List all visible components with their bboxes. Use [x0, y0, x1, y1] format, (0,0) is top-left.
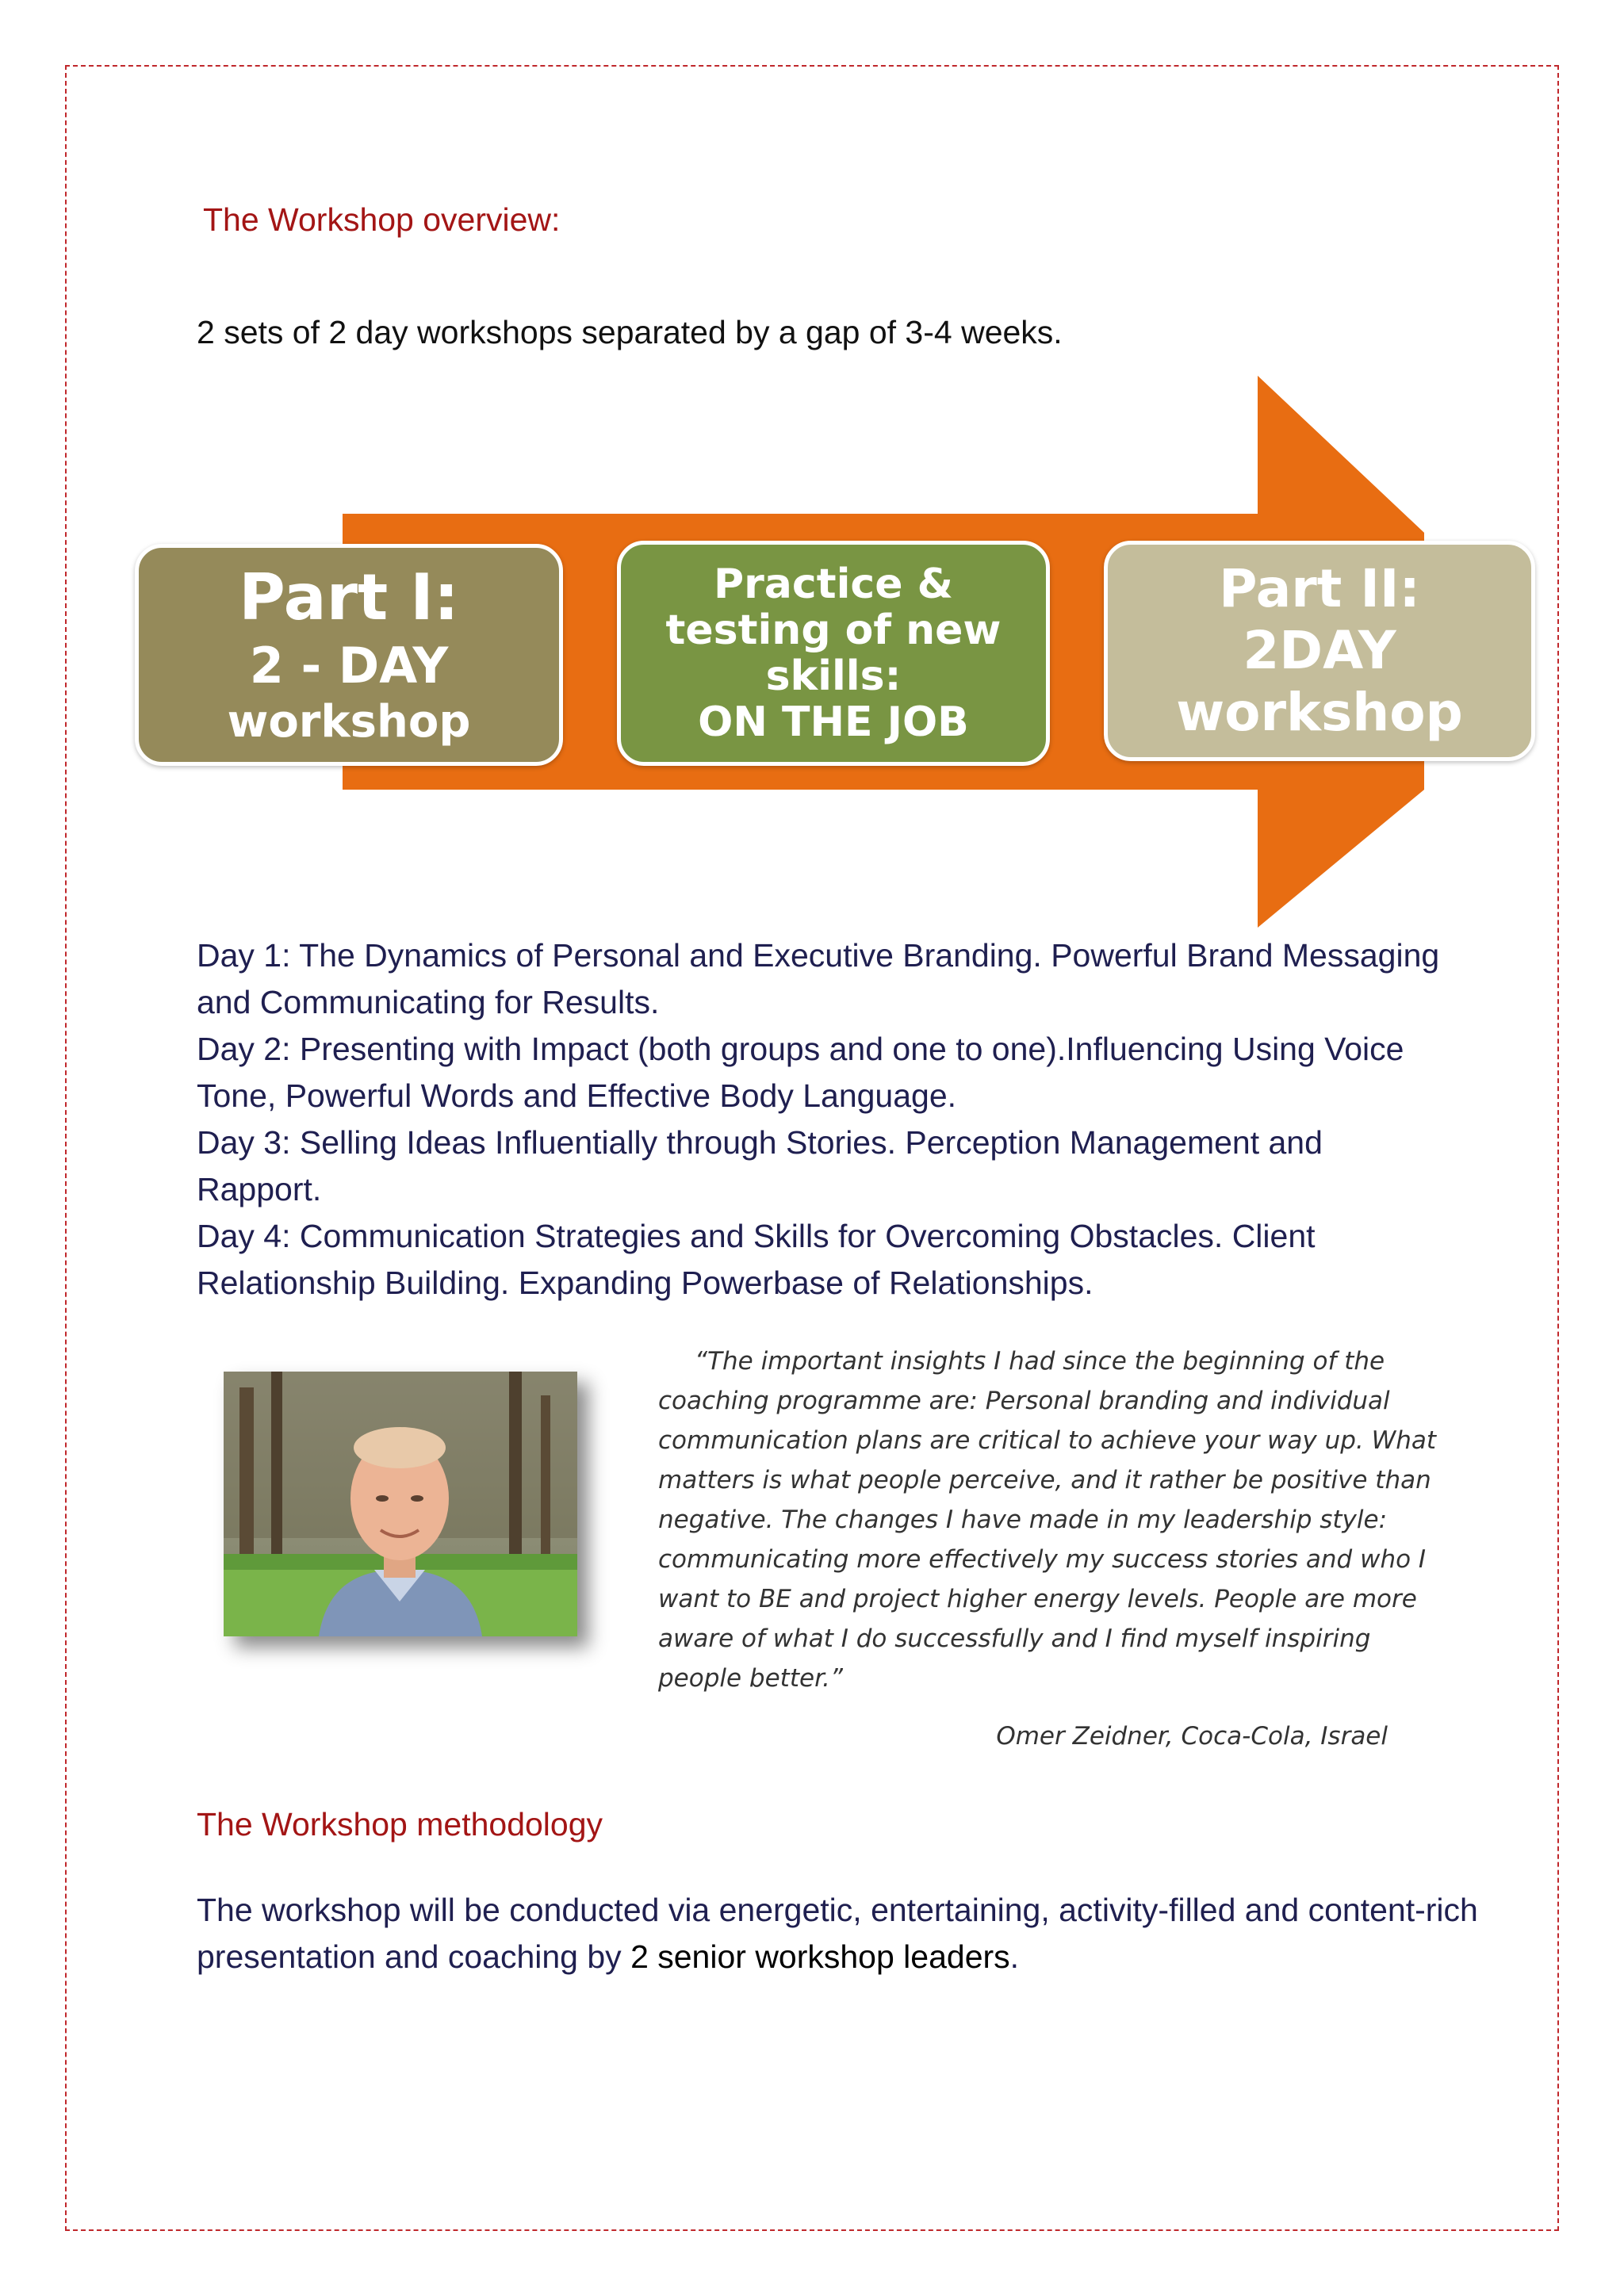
practice-line-3: skills:: [765, 652, 902, 700]
part-two-box: [1104, 541, 1535, 761]
part-one-duration: 2 - DAY: [249, 636, 449, 695]
part-one-label: workshop: [227, 696, 471, 748]
methodology-text: [197, 1887, 1481, 1980]
part-two-duration: 2DAY: [1243, 620, 1396, 682]
methodology-text-end: .: [1009, 1938, 1020, 1975]
methodology-heading: The Workshop methodology: [197, 1806, 603, 1843]
process-arrow: [0, 0, 1624, 951]
testimonial-author: Omer Zeidner, Coca-Cola, Israel: [996, 1722, 1388, 1751]
testimonial-photo: [224, 1372, 577, 1636]
methodology-text-part1: The workshop will be conducted via energetic, entertaining, activity-filled and content-rich presentation and coaching by: [197, 1892, 1478, 1975]
practice-line-1: Practice &: [714, 560, 953, 608]
day-item-3: Day 3: Selling Ideas Influentially through Stories. Perception Management and Rapport.: [197, 1124, 1323, 1207]
practice-line-4: ON THE JOB: [698, 698, 969, 747]
testimonial-quote: “The important insights I had since the beginning of the coaching programme are: Personal branding and individual communication plans are critical to achieve your way up. What matters is what people perceive, and it rather be positive than negative. The changes I have made in my leadership style: communicating more effectively my success stories and who I want to BE and project higher energy levels. People are more aware of what I do successfully and I find myself inspiring people better.”: [658, 1347, 1437, 1693]
portrait-image: [224, 1372, 577, 1636]
overview-intro: 2 sets of 2 day workshops separated by a gap of 3-4 weeks.: [197, 314, 1063, 350]
part-two-title: Part II:: [1219, 558, 1420, 620]
methodology-leaders: 2 senior workshop leaders: [630, 1938, 1010, 1975]
part-one-title: Part I:: [239, 561, 459, 635]
practice-line-2: testing of new: [665, 606, 1002, 654]
practice-box: [617, 541, 1050, 766]
day-item-2: Day 2: Presenting with Impact (both groups and one to one).Influencing Using Voice Tone, Powerful Words and Effective Body Language.: [197, 1031, 1404, 1114]
day-item-1: Day 1: The Dynamics of Personal and Executive Branding. Powerful Brand Messaging and Communicating for Results.: [197, 937, 1440, 1020]
day-list: [197, 932, 1450, 1307]
part-two-label: workshop: [1176, 681, 1463, 743]
day-item-4: Day 4: Communication Strategies and Skills for Overcoming Obstacles. Client Relationship Building. Expanding Powerbase of Relationships.: [197, 1218, 1316, 1301]
part-one-box: [135, 544, 563, 766]
overview-heading: The Workshop overview:: [203, 201, 561, 238]
